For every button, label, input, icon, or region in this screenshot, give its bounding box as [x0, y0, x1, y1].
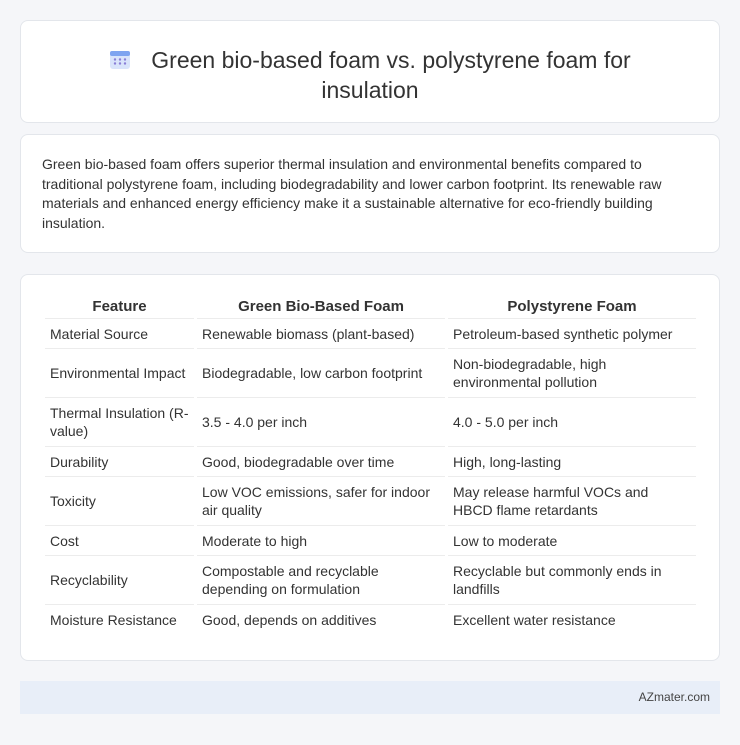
green-foam-cell: 3.5 - 4.0 per inch	[197, 398, 445, 447]
calendar-icon	[109, 48, 131, 70]
feature-cell: Recyclability	[45, 556, 194, 605]
summary-text: Green bio-based foam offers superior thermal insulation and environmental benefits compared to traditional polystyrene foam, including biodegradability and lower carbon footprint. Its renewable raw materials and enhanced energy efficiency make it a sustainable alternative for eco-friendly building insulation.	[42, 156, 662, 231]
polystyrene-cell: High, long-lasting	[448, 447, 696, 477]
green-foam-cell: Good, biodegradable over time	[197, 447, 445, 477]
polystyrene-cell: Low to moderate	[448, 526, 696, 556]
green-foam-cell: Low VOC emissions, safer for indoor air quality	[197, 477, 445, 526]
polystyrene-cell: Excellent water resistance	[453, 612, 616, 628]
feature-cell: Durability	[45, 447, 194, 477]
summary-card	[20, 134, 720, 253]
page-title: Green bio-based foam vs. polystyrene foam for insulation	[151, 47, 631, 103]
table-row	[45, 477, 696, 526]
feature-cell: Cost	[45, 526, 194, 556]
header-feature: Feature	[45, 295, 194, 319]
comparison-table	[42, 295, 699, 635]
footer-brand[interactable]: AZmater.com	[638, 690, 710, 704]
header-green-foam: Green Bio-Based Foam	[197, 295, 445, 319]
feature-cell: Toxicity	[45, 477, 194, 526]
comparison-table-card	[20, 274, 720, 661]
table-row	[45, 556, 696, 605]
page-title-wrap	[21, 45, 719, 105]
polystyrene-cell: Petroleum-based synthetic polymer	[448, 319, 696, 349]
table-row	[45, 447, 696, 477]
feature-cell: Environmental Impact	[45, 349, 194, 398]
header-polystyrene-foam: Polystyrene Foam	[448, 295, 696, 319]
feature-cell: Moisture Resistance	[50, 612, 177, 628]
table-row	[45, 398, 696, 447]
green-foam-cell: Compostable and recyclable depending on formulation	[197, 556, 445, 605]
footer-bar	[20, 681, 720, 714]
title-card	[20, 20, 720, 123]
table-header-row	[45, 295, 696, 319]
table-row	[45, 605, 696, 635]
green-foam-cell: Biodegradable, low carbon footprint	[197, 349, 445, 398]
table-row	[45, 349, 696, 398]
polystyrene-cell: 4.0 - 5.0 per inch	[448, 398, 696, 447]
feature-cell: Thermal Insulation (R-value)	[45, 398, 194, 447]
table-row	[45, 319, 696, 349]
polystyrene-cell: Recyclable but commonly ends in landfills	[448, 556, 696, 605]
polystyrene-cell: May release harmful VOCs and HBCD flame retardants	[448, 477, 696, 526]
green-foam-cell: Good, depends on additives	[202, 612, 377, 628]
green-foam-cell: Moderate to high	[197, 526, 445, 556]
polystyrene-cell: Non-biodegradable, high environmental pollution	[448, 349, 696, 398]
green-foam-cell: Renewable biomass (plant-based)	[197, 319, 445, 349]
table-row	[45, 526, 696, 556]
feature-cell: Material Source	[45, 319, 194, 349]
